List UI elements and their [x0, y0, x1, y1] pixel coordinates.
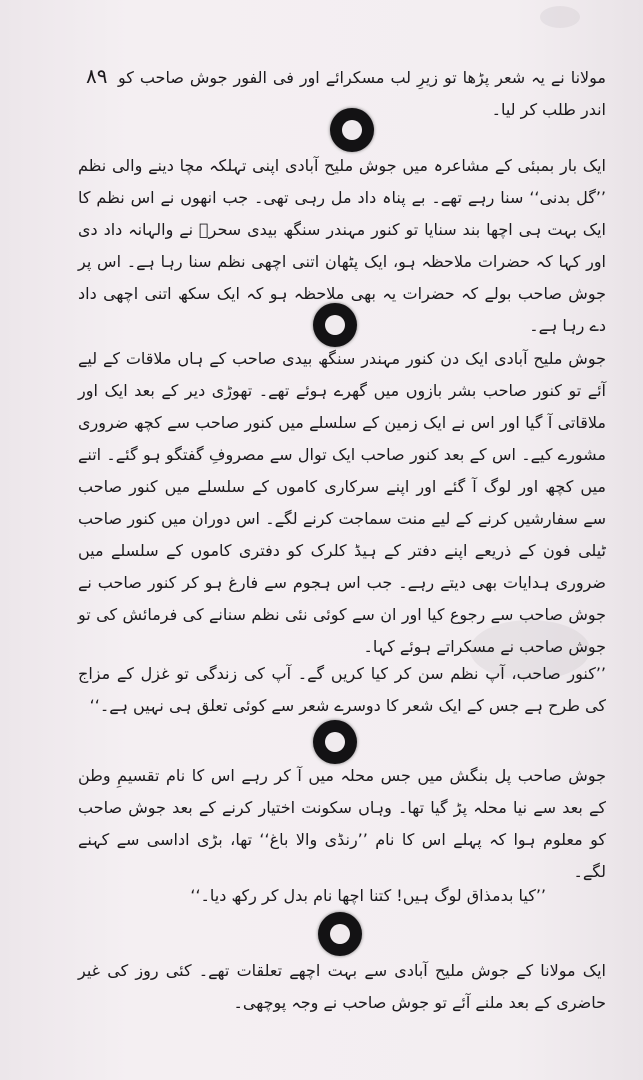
paragraph-7: ایک مولانا کے جوش ملیح آبادی سے بہت اچھے تعلقات تھے۔ کئی روز کی غیر حاضری کے بعد ملنے آئے تو جوش صاحب نے وجہ پوچھی۔: [78, 961, 606, 1012]
paragraph-4: ’’کنور صاحب، آپ نظم سن کر کیا کریں گے۔ آپ کی زندگی تو غزل کے مزاج کی طرح ہے جس کے ایک شعر کا دوسرے شعر سے کوئی تعلق ہی نہیں ہے۔‘‘: [78, 664, 606, 715]
page-number: ۸۹: [86, 64, 108, 88]
binding-hole: [313, 720, 357, 764]
binding-hole: [318, 912, 362, 956]
paragraph-3: جوش ملیح آبادی ایک دن کنور مہندر سنگھ بیدی صاحب کے ہاں ملاقات کے لیے آئے تو کنور صاحب بشر بازوں میں گھرے ہوئے تھے۔ تھوڑی دیر کے بعد ایک اور ملاقاتی آ گیا اور اس نے ایک زمین کے سلسلے میں کنور صاحب سے کچھ ضروری مشورے کیے۔ اس کے بعد کنور صاحب ایک توال سے مصروفِ گفتگو ہو گئے۔ اتنے میں کچھ اور لوگ آ گئے اور اپنے سرکاری کاموں کے سلسلے میں کنور صاحب سے سفارشیں کرنے کے لیے منت سماجت کرنے لگے۔ اس دوران میں کنور صاحب ٹیلی فون کے ذریعے اپنے دفتر کے ہیڈ کلرک کو دفتری کاموں کے سلسلے میں ضروری ہدایات بھی دیتے رہے۔ جب اس ہجوم سے فارغ ہو کر کنور صاحب نے جوش صاحب سے رجوع کیا اور ان سے کوئی نئی نظم سنانے کی فرمائش کی تو جوش صاحب نے مسکراتے ہوئے کہا۔: [78, 349, 606, 656]
binding-hole: [330, 108, 374, 152]
binding-hole: [313, 303, 357, 347]
paragraph-6: ’’کیا بدمذاق لوگ ہیں! کتنا اچھا نام بدل کر رکھ دیا۔‘‘: [190, 886, 546, 905]
paragraph-1: مولانا نے یہ شعر پڑھا تو زیرِ لب مسکرائے اور فی الفور جوش صاحب کو اندر طلب کر لیا۔: [118, 68, 606, 119]
paragraph-2: ایک بار بمبئی کے مشاعرہ میں جوش ملیح آبادی اپنی تہلکہ مچا دینے والی نظم ’’گل بدنی‘‘ سنا رہے تھے۔ بے پناہ داد مل رہی تھی۔ جب انھوں نے اس نظم کا ایک بہت ہی اچھا بند سنایا تو کنور مہندر سنگھ بیدی سحرؔ نے والہانہ داد دی اور کہا کہ حضرات ملاحظہ ہو، ایک پٹھان اتنی اچھی نظم سنا رہا ہے۔ اس پر جوش صاحب بولے کہ حضرات یہ بھی ملاحظہ ہو کہ ایک سکھ اتنی اچھی داد دے رہا ہے۔: [78, 156, 606, 335]
paragraph-5: جوش صاحب پل بنگش میں جس محلہ میں آ کر رہے اس کا نام تقسیمِ وطن کے بعد سے نیا محلہ پڑ گیا تھا۔ وہاں سکونت اختیار کرنے کے بعد جوش صاحب کو معلوم ہوا کہ پہلے اس کا نام ’’رنڈی والا باغ‘‘ تھا، بڑی اداسی سے کہنے لگے۔: [78, 766, 606, 881]
paper-stain: [540, 6, 580, 28]
